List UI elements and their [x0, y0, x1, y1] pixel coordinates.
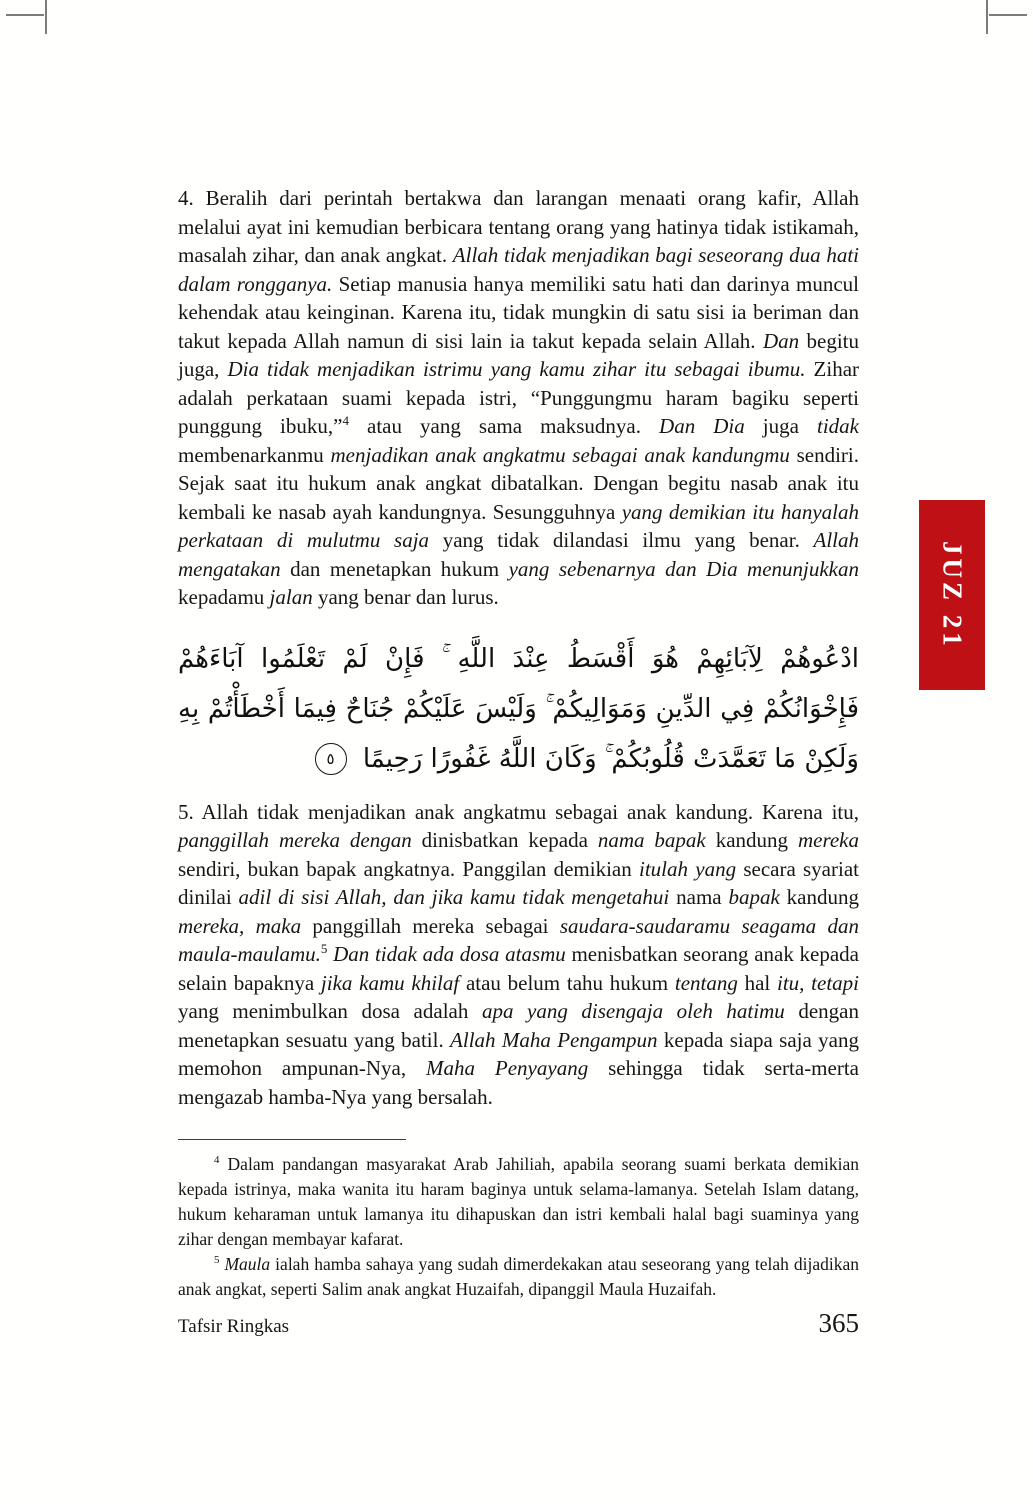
crop-mark	[986, 0, 988, 34]
crop-mark	[989, 14, 1027, 16]
juz-tab	[919, 500, 985, 690]
page-content	[178, 184, 859, 1302]
crop-mark	[6, 14, 44, 16]
arabic-verse-text: ادْعُوهُمْ لِآبَائِهِمْ هُوَ أَقْسَطُ عِنْدَ اللَّهِ ۚ فَإِنْ لَمْ تَعْلَمُوا آبَاءَهُمْ فَإِخْوَانُكُمْ فِي الدِّينِ وَمَوَالِيكُمْ ۚ وَلَيْسَ عَلَيْكُمْ جُنَاحٌ فِيمَا أَخْطَأْتُمْ بِهِ وَلَكِنْ مَا تَعَمَّدَتْ قُلُوبُكُمْ ۚ وَكَانَ اللَّهُ غَفُورًا رَحِيمًا	[178, 643, 859, 774]
tafsir-paragraph-4: 4. Beralih dari perintah bertakwa dan larangan menaati orang kafir, Allah melalui ayat ini kemudian berbicara tentang orang yang hatinya tidak istikamah, masalah zihar, dan anak angkat. Allah tidak menjadikan bagi seseorang dua hati dalam rongganya. Setiap manusia hanya memiliki satu hati dan darinya muncul kehendak atau keinginan. Karena itu, tidak mungkin di satu sisi ia beriman dan takut kepada Allah namun di sisi lain ia takut kepada selain Allah. Dan begitu juga, Dia tidak menjadikan istrimu yang kamu zihar itu sebagai ibumu. Zihar adalah perkataan suami kepada istri, “Punggungmu haram bagiku seperti punggung ibuku,”$^4$ atau yang sama maksudnya. Dan Dia juga tidak membenarkanmu menjadikan anak angkatmu sebagai anak kandungmu sendiri. Sejak saat itu hukum anak angkat dibatalkan. Dengan begitu nasab anak itu kembali ke nasab ayah kandungnya. Sesungguhnya yang demikian itu hanyalah perkataan di mulutmu saja yang tidak dilandasi ilmu yang benar. Allah mengatakan dan menetapkan hukum yang sebenarnya dan Dia menunjukkan kepadamu jalan yang benar dan lurus.	[178, 186, 860, 609]
arabic-verse	[178, 634, 859, 784]
footnote-separator	[178, 1139, 406, 1140]
juz-tab-label: JUZ 21	[937, 540, 968, 650]
running-title: Tafsir Ringkas	[178, 1316, 290, 1337]
page-number: 365	[818, 1308, 859, 1338]
page-footer	[178, 1308, 859, 1339]
ayah-number: ٥	[326, 749, 335, 768]
footnote-4: $^4$ Dalam pandangan masyarakat Arab Jahiliah, apabila seorang suami berkata demikian kepada istrinya, maka wanita itu haram baginya untuk selama-lamanya. Setelah Islam datang, hukum keharaman untuk lamanya itu dihapuskan dan istri kembali halal bagi suaminya yang zihar dengan membayar kafarat.	[178, 1154, 859, 1249]
footnote-5: $^5$ Maula ialah hamba sahaya yang sudah dimerdekakan atau seseorang yang telah dijadikan anak angkat, seperti Salim anak angkat Huzaifah, dipanggil Maula Huzaifah.	[178, 1254, 859, 1299]
crop-mark	[45, 0, 47, 34]
ayah-end-marker	[315, 743, 347, 775]
tafsir-paragraph-5: 5. Allah tidak menjadikan anak angkatmu sebagai anak kandung. Karena itu, panggillah mereka dengan dinisbatkan kepada nama bapak kandung mereka sendiri, bukan bapak angkatnya. Panggilan demikian itulah yang secara syariat dinilai adil di sisi Allah, dan jika kamu tidak mengetahui nama bapak kandung mereka, maka panggillah mereka sebagai saudara-saudaramu seagama dan maula-maulamu.$^5$ Dan tidak ada dosa atasmu menisbatkan seorang anak kepada selain bapaknya jika kamu khilaf atau belum tahu hukum tentang hal itu, tetapi yang menimbulkan dosa adalah apa yang disengaja oleh hatimu dengan menetapkan sesuatu yang batil. Allah Maha Pengampun kepada siapa saja yang memohon ampunan-Nya, Maha Penyayang sehingga tidak serta-merta mengazab hamba-Nya yang bersalah.	[178, 799, 859, 1109]
